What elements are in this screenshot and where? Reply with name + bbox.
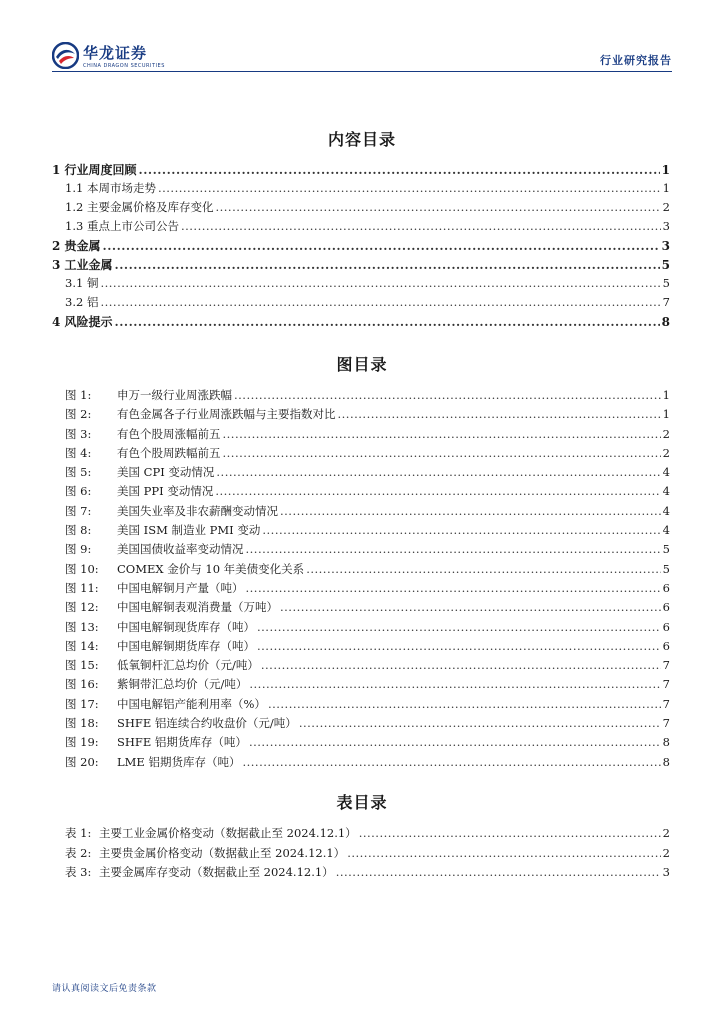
dot-leader <box>139 163 660 177</box>
entry-page-number: 1 <box>662 181 670 195</box>
report-type-label: 行业研究报告 <box>600 54 672 67</box>
figures-entry[interactable] <box>52 580 670 599</box>
entry-label: 1 行业周度回顾 <box>52 163 137 177</box>
company-name-cn: 华龙证券 <box>83 44 148 62</box>
entry-label <box>65 845 345 861</box>
contents-entry[interactable] <box>52 294 670 313</box>
entry-page-number: 2 <box>662 426 670 441</box>
figures-entry[interactable] <box>52 676 670 695</box>
entry-text: 紫铜带汇总均价（元/吨） <box>117 677 248 692</box>
entry-page-number: 7 <box>662 677 670 692</box>
figures-entry[interactable] <box>52 734 670 753</box>
figures-entry[interactable] <box>52 503 670 522</box>
entry-text: 美国国债收益率变动情况 <box>117 542 244 557</box>
entry-page-number: 8 <box>662 754 670 769</box>
figures-entry[interactable] <box>52 541 670 560</box>
dot-leader <box>234 388 661 402</box>
dot-leader <box>249 735 661 749</box>
dot-leader <box>280 504 661 518</box>
disclaimer-footer: 请认真阅读文后免责条款 <box>52 984 157 994</box>
figures-entry[interactable] <box>52 619 670 638</box>
entry-label: 3 工业金属 <box>52 258 113 272</box>
figures-entry[interactable] <box>52 599 670 618</box>
entry-text: 主要贵金属价格变动（数据截止至 2024.12.1） <box>99 845 346 860</box>
entry-index: 图 20: <box>65 754 99 769</box>
dot-leader <box>223 427 661 441</box>
figures-entry[interactable] <box>52 638 670 657</box>
company-logo-icon <box>52 42 79 69</box>
contents-entry[interactable] <box>52 180 670 199</box>
dot-leader <box>280 600 661 614</box>
dot-leader <box>115 258 660 272</box>
entry-text: COMEX 金价与 10 年美债变化关系 <box>117 561 305 576</box>
dot-leader <box>338 407 661 421</box>
entry-label: 3.1 铜 <box>65 276 99 290</box>
entry-label <box>65 864 334 880</box>
entry-text: SHFE 铝期货库存（吨） <box>117 735 247 750</box>
entry-page-number: 3 <box>661 239 670 253</box>
contents-entry[interactable] <box>52 237 670 256</box>
figures-entry[interactable] <box>52 715 670 734</box>
entry-text: 美国失业率及非农薪酬变动情况 <box>117 503 278 518</box>
entry-page-number: 5 <box>661 258 670 272</box>
entry-page-number: 7 <box>662 696 670 711</box>
entry-index: 图 14: <box>65 638 99 653</box>
dot-leader <box>299 716 661 730</box>
entry-label: 1.1 本周市场走势 <box>65 181 156 195</box>
entry-index: 表 2: <box>65 845 92 860</box>
entry-text: 中国电解铝产能利用率（%） <box>117 696 266 711</box>
entry-page-number: 4 <box>662 503 670 518</box>
figures-entry[interactable] <box>52 657 670 676</box>
dot-leader <box>257 620 661 634</box>
tables-entry[interactable] <box>52 864 670 884</box>
dot-leader <box>242 755 660 769</box>
dot-leader <box>359 826 661 840</box>
entry-index: 表 3: <box>65 865 92 879</box>
figures-entry[interactable] <box>52 696 670 715</box>
entry-label <box>65 734 247 750</box>
dot-leader <box>158 181 661 195</box>
entry-label <box>65 522 260 538</box>
entry-label <box>65 387 232 403</box>
tables-entry[interactable] <box>52 825 670 845</box>
entry-label <box>65 483 213 499</box>
figures-entry[interactable] <box>52 426 670 445</box>
entry-page-number: 6 <box>662 619 670 634</box>
figures-entry[interactable] <box>52 522 670 541</box>
entry-text: 主要工业金属价格变动（数据截止至 2024.12.1） <box>99 826 357 840</box>
dot-leader <box>336 865 661 879</box>
dot-leader <box>216 465 660 479</box>
contents-entry[interactable] <box>52 256 670 275</box>
entry-index: 图 2: <box>65 407 92 422</box>
contents-entry[interactable] <box>52 199 670 218</box>
entry-text: 主要金属库存变动（数据截止至 2024.12.1） <box>99 865 334 879</box>
entry-text: 中国电解铜表观消费量（万吨） <box>117 600 278 615</box>
entry-index: 图 5: <box>65 465 92 480</box>
dot-leader <box>246 581 661 595</box>
contents-entry[interactable] <box>52 161 670 180</box>
entry-label <box>65 825 357 841</box>
entry-index: 图 17: <box>65 696 99 711</box>
entry-index: 图 7: <box>65 503 92 518</box>
entry-index: 图 4: <box>65 445 92 460</box>
dot-leader <box>100 276 660 290</box>
entry-page-number: 6 <box>662 638 670 653</box>
entry-label: 3.2 铝 <box>65 295 99 309</box>
entry-label <box>65 638 255 654</box>
figures-title: 图目录 <box>336 355 388 374</box>
dot-leader <box>100 295 660 309</box>
entry-text: 美国 CPI 变动情况 <box>117 465 215 480</box>
dot-leader <box>215 484 660 498</box>
entry-label: 4 风险提示 <box>52 315 113 329</box>
entry-label <box>65 599 278 615</box>
figures-entry[interactable] <box>52 464 670 483</box>
entry-label <box>65 561 304 577</box>
entry-text: 低氧铜杆汇总均价（元/吨） <box>117 658 259 673</box>
entry-label: 1.3 重点上市公司公告 <box>65 219 179 233</box>
entry-label <box>65 580 244 596</box>
entry-index: 图 12: <box>65 600 99 615</box>
entry-page-number: 5 <box>662 561 670 576</box>
entry-index: 图 9: <box>65 542 92 557</box>
entry-page-number: 6 <box>662 600 670 615</box>
entry-text: 中国电解铜期货库存（吨） <box>117 638 255 653</box>
entry-page-number: 1 <box>661 163 670 177</box>
figures-entry[interactable] <box>52 754 670 773</box>
dot-leader <box>246 542 661 556</box>
entry-index: 图 10: <box>65 561 99 576</box>
entry-label <box>65 676 247 692</box>
entry-page-number: 8 <box>661 315 670 329</box>
entry-index: 图 18: <box>65 716 99 731</box>
entry-text: 有色金属各子行业周涨跌幅与主要指数对比 <box>117 407 336 422</box>
entry-label <box>65 754 240 770</box>
entry-label <box>65 464 214 480</box>
entry-text: 中国电解铜月产量（吨） <box>117 580 244 595</box>
entry-label <box>65 503 278 519</box>
contents-entry[interactable] <box>52 218 670 237</box>
entry-label <box>65 657 259 673</box>
entry-page-number: 8 <box>662 735 670 750</box>
entry-label <box>65 426 221 442</box>
contents-list <box>52 161 670 332</box>
figures-entry[interactable] <box>52 445 670 464</box>
dot-leader <box>103 239 660 253</box>
entry-label <box>65 406 336 422</box>
figures-entry[interactable] <box>52 561 670 580</box>
dot-leader <box>306 562 660 576</box>
entry-index: 图 3: <box>65 426 92 441</box>
contents-entry[interactable] <box>52 275 670 294</box>
entry-page-number: 7 <box>662 295 670 309</box>
entry-label: 2 贵金属 <box>52 239 101 253</box>
entry-index: 图 19: <box>65 735 99 750</box>
figures-entry[interactable] <box>52 483 670 502</box>
tables-list <box>52 825 670 884</box>
dot-leader <box>261 658 661 672</box>
entry-page-number: 1 <box>662 407 670 422</box>
contents-title: 内容目录 <box>327 130 396 149</box>
entry-page-number: 1 <box>662 388 670 402</box>
entry-index: 表 1: <box>65 826 92 840</box>
dot-leader <box>223 446 661 460</box>
company-name-en: CHINA DRAGON SECURITIES <box>83 63 165 69</box>
entry-index: 图 8: <box>65 523 92 538</box>
entry-text: 美国 ISM 制造业 PMI 变动 <box>117 523 261 538</box>
dot-leader <box>257 639 661 653</box>
dot-leader <box>347 846 660 860</box>
entry-page-number: 2 <box>662 200 670 214</box>
dot-leader <box>181 219 661 233</box>
entry-index: 图 6: <box>65 484 92 499</box>
entry-index: 图 13: <box>65 619 99 634</box>
entry-page-number: 4 <box>662 465 670 480</box>
entry-label <box>65 445 221 461</box>
entry-page-number: 6 <box>662 580 670 595</box>
entry-text: 申万一级行业周涨跌幅 <box>117 388 232 402</box>
header-divider <box>52 71 672 72</box>
entry-page-number: 4 <box>662 523 670 538</box>
entry-label <box>65 619 255 635</box>
contents-entry[interactable] <box>52 313 670 332</box>
entry-text: 有色个股周跌幅前五 <box>117 445 221 460</box>
entry-page-number: 5 <box>662 542 670 557</box>
entry-text: 中国电解铜现货库存（吨） <box>117 619 255 634</box>
entry-label <box>65 715 297 731</box>
entry-page-number: 4 <box>662 484 670 499</box>
entry-text: 有色个股周涨幅前五 <box>117 426 221 441</box>
entry-page-number: 2 <box>662 445 670 460</box>
entry-text: LME 铝期货库存（吨） <box>117 754 241 769</box>
entry-label: 1.2 主要金属价格及库存变化 <box>65 200 214 214</box>
entry-page-number: 7 <box>662 658 670 673</box>
figures-entry[interactable] <box>52 387 670 406</box>
dot-leader <box>115 315 660 329</box>
entry-label <box>65 696 266 712</box>
figures-list <box>52 387 670 773</box>
entry-page-number: 3 <box>662 219 670 233</box>
entry-index: 图 1: <box>65 388 92 402</box>
dot-leader <box>262 523 660 537</box>
entry-page-number: 2 <box>662 845 670 860</box>
figures-entry[interactable] <box>52 406 670 425</box>
entry-index: 图 16: <box>65 677 99 692</box>
entry-page-number: 3 <box>662 865 670 879</box>
entry-page-number: 5 <box>662 276 670 290</box>
tables-entry[interactable] <box>52 845 670 865</box>
entry-page-number: 7 <box>662 716 670 731</box>
entry-text: SHFE 铝连续合约收盘价（元/吨） <box>117 716 297 731</box>
dot-leader <box>268 697 661 711</box>
entry-index: 图 15: <box>65 658 99 673</box>
dot-leader <box>249 677 660 691</box>
entry-text: 美国 PPI 变动情况 <box>117 484 214 499</box>
page-header <box>52 34 672 72</box>
entry-index: 图 11: <box>65 580 99 595</box>
entry-label <box>65 541 244 557</box>
dot-leader <box>215 200 660 214</box>
entry-page-number: 2 <box>662 826 670 840</box>
tables-title: 表目录 <box>336 793 388 812</box>
